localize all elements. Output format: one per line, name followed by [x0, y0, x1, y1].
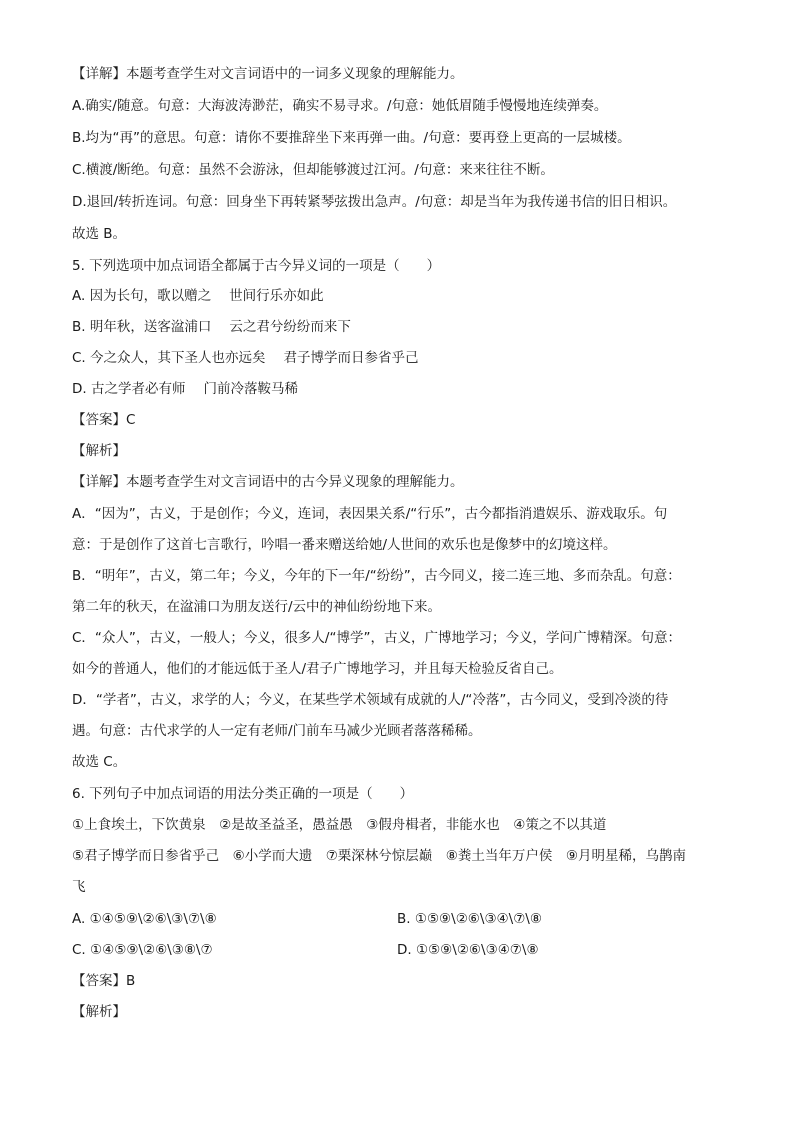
explanation-c-2-line1: C．“众人”，古义，一般人；今义，很多人/“博学”，古义，广博地学习；今义，学问广博精深。句意： — [72, 630, 681, 646]
analysis-label-6: 【解析】 — [72, 1004, 126, 1020]
explanation-d-1: D.退回/转折连词。句意：回身坐下再转紧琴弦拨出急声。/句意：却是当年为我传递书信的旧日相识。 — [72, 194, 677, 210]
question-6-option-c: C. ①④⑤⑨\②⑥\③⑧\⑦ — [72, 942, 213, 958]
question-6-sentences-line2: ⑤君子博学而日参省乎己 ⑥小学而大遗 ⑦栗深林兮惊层巅 ⑧粪土当年万户侯 ⑨月明星稀，乌鹊南 — [72, 848, 687, 864]
question-6-option-a: A. ①④⑤⑨\②⑥\③\⑦\⑧ — [72, 911, 217, 927]
answer-label-5: 【答案】C — [72, 412, 136, 428]
answer-choice-2: 故选 C。 — [72, 754, 127, 770]
explanation-c-1: C.横渡/断绝。句意：虽然不会游泳，但却能够渡过江河。/句意：来来往往不断。 — [72, 162, 554, 178]
detail-intro-2: 【详解】本题考查学生对文言词语中的古今异义现象的理解能力。 — [72, 474, 464, 490]
question-5-stem: 5. 下列选项中加点词语全都属于古今异义词的一项是（ ） — [72, 258, 441, 274]
question-6-sentences-line1: ①上食埃土，下饮黄泉 ②是故圣益圣，愚益愚 ③假舟楫者，非能水也 ④策之不以其道 — [72, 817, 607, 833]
explanation-d-2-line1: D．“学者”，古义，求学的人；今义，在某些学术领域有成就的人/“冷落”，古今同义，受到冷淡的待 — [72, 692, 669, 708]
question-5-option-c: C. 今之众人，其下圣人也亦远矣 君子博学而日参省乎己 — [72, 350, 419, 366]
explanation-b-2-line2: 第二年的秋天，在湓浦口为朋友送行/云中的神仙纷纷地下来。 — [72, 599, 442, 615]
explanation-a-2-line2: 意：于是创作了这首七言歌行，吟唱一番来赠送给她/人世间的欢乐也是像梦中的幻境这样。 — [72, 537, 617, 553]
question-6-stem: 6. 下列句子中加点词语的用法分类正确的一项是（ ） — [72, 786, 414, 802]
question-5-option-d: D. 古之学者必有师 门前冷落鞍马稀 — [72, 381, 298, 397]
question-6-sentences-line3: 飞 — [72, 879, 86, 895]
detail-intro-1: 【详解】本题考查学生对文言词语中的一词多义现象的理解能力。 — [72, 66, 464, 82]
answer-label-6: 【答案】B — [72, 973, 136, 989]
explanation-d-2-line2: 遇。句意：古代求学的人一定有老师/门前车马减少光顾者落落稀稀。 — [72, 723, 482, 739]
question-5-option-a: A. 因为长句，歌以赠之 世间行乐亦如此 — [72, 288, 324, 304]
explanation-c-2-line2: 如今的普通人，他们的才能远低于圣人/君子广博地学习，并且每天检验反省自己。 — [72, 661, 563, 677]
analysis-label-5: 【解析】 — [72, 443, 126, 459]
explanation-b-2-line1: B．“明年”，古义，第二年；今义，今年的下一年/“纷纷”，古今同义，接二连三地、多而杂乱。句意： — [72, 568, 681, 584]
question-6-option-d: D. ①⑤⑨\②⑥\③④⑦\⑧ — [397, 942, 539, 958]
question-5-option-b: B. 明年秋，送客湓浦口 云之君兮纷纷而来下 — [72, 319, 351, 335]
question-6-option-b: B. ①⑤⑨\②⑥\③④\⑦\⑧ — [397, 911, 542, 927]
explanation-b-1: B.均为“再”的意思。句意：请你不要推辞坐下来再弹一曲。/句意：要再登上更高的一层城楼。 — [72, 130, 631, 146]
explanation-a-1: A.确实/随意。句意：大海波涛渺茫，确实不易寻求。/句意：她低眉随手慢慢地连续弹奏。 — [72, 98, 608, 114]
answer-choice-1: 故选 B。 — [72, 226, 127, 242]
explanation-a-2-line1: A．“因为”，古义，于是创作；今义，连词，表因果关系/“行乐”，古今都指消遣娱乐、游戏取乐。句 — [72, 506, 668, 522]
